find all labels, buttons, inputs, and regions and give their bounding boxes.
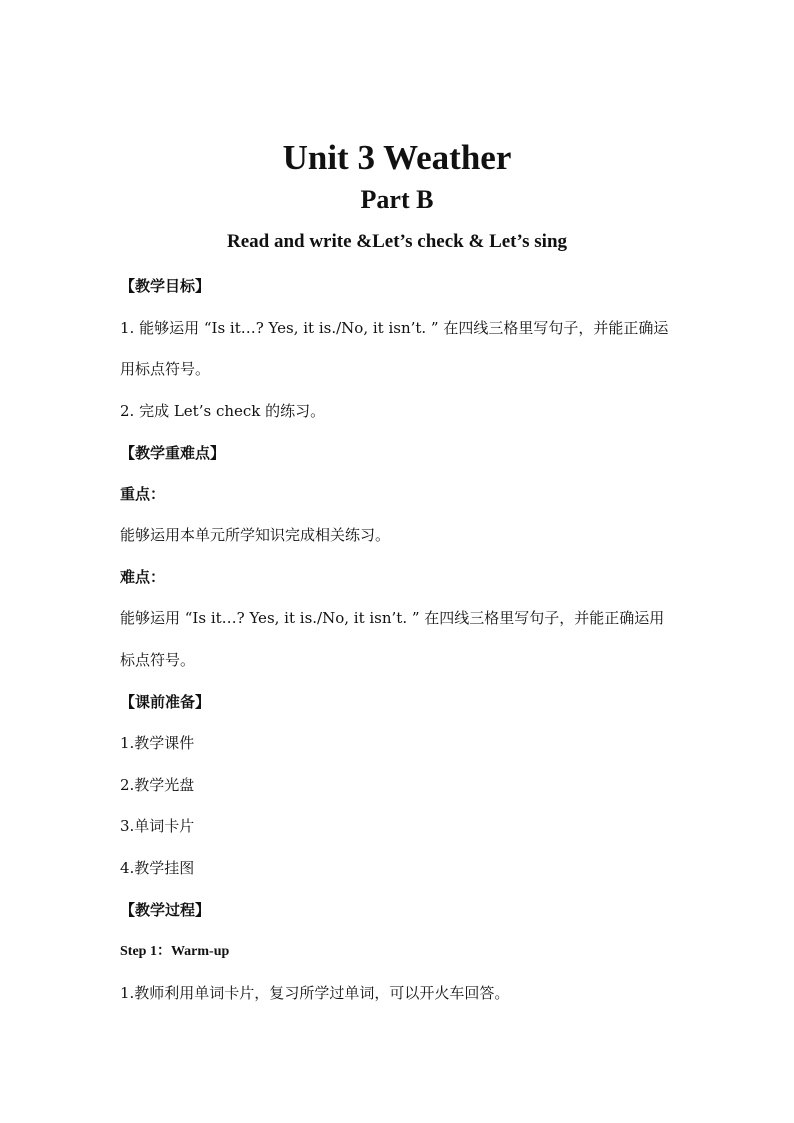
preparation-item: 4.教学挂图 xyxy=(120,859,195,877)
objective-item-1-line-1: 1. 能够运用 “Is it…? Yes, it is./No, it isn’t. ” 在四线三格里写句子，并能正确运 xyxy=(120,319,669,337)
difficult-point-line-1: 能够运用 “Is it…? Yes, it is./No, it isn’t. ” 在四线三格里写句子，并能正确运用 xyxy=(120,609,665,627)
process-heading: 【教学过程】 xyxy=(120,901,211,919)
key-points-heading: 【教学重难点】 xyxy=(120,444,226,462)
document-subtitle-part: Part B xyxy=(360,185,434,214)
preparation-item: 1.教学课件 xyxy=(120,734,195,752)
objective-item-1-line-2: 用标点符号。 xyxy=(120,360,211,378)
preparation-heading: 【课前准备】 xyxy=(120,693,211,711)
difficult-point-label: 难点： xyxy=(120,568,166,586)
key-point-text: 能够运用本单元所学知识完成相关练习。 xyxy=(120,526,391,544)
step-1-item-1: 1.教师利用单词卡片，复习所学过单词，可以开火车回答。 xyxy=(120,984,510,1002)
preparation-item: 3.单词卡片 xyxy=(120,817,195,835)
document-title: Unit 3 Weather xyxy=(282,138,512,177)
preparation-item: 2.教学光盘 xyxy=(120,776,195,794)
objective-item-2: 2. 完成 Let’s check 的练习。 xyxy=(120,402,326,420)
step-1-title: Step 1：Warm-up xyxy=(120,944,230,959)
objectives-heading: 【教学目标】 xyxy=(120,277,211,295)
lesson-title: Read and write &Let’s check & Let’s sing xyxy=(226,231,568,252)
key-point-label: 重点： xyxy=(120,485,166,503)
difficult-point-line-2: 标点符号。 xyxy=(120,651,196,669)
